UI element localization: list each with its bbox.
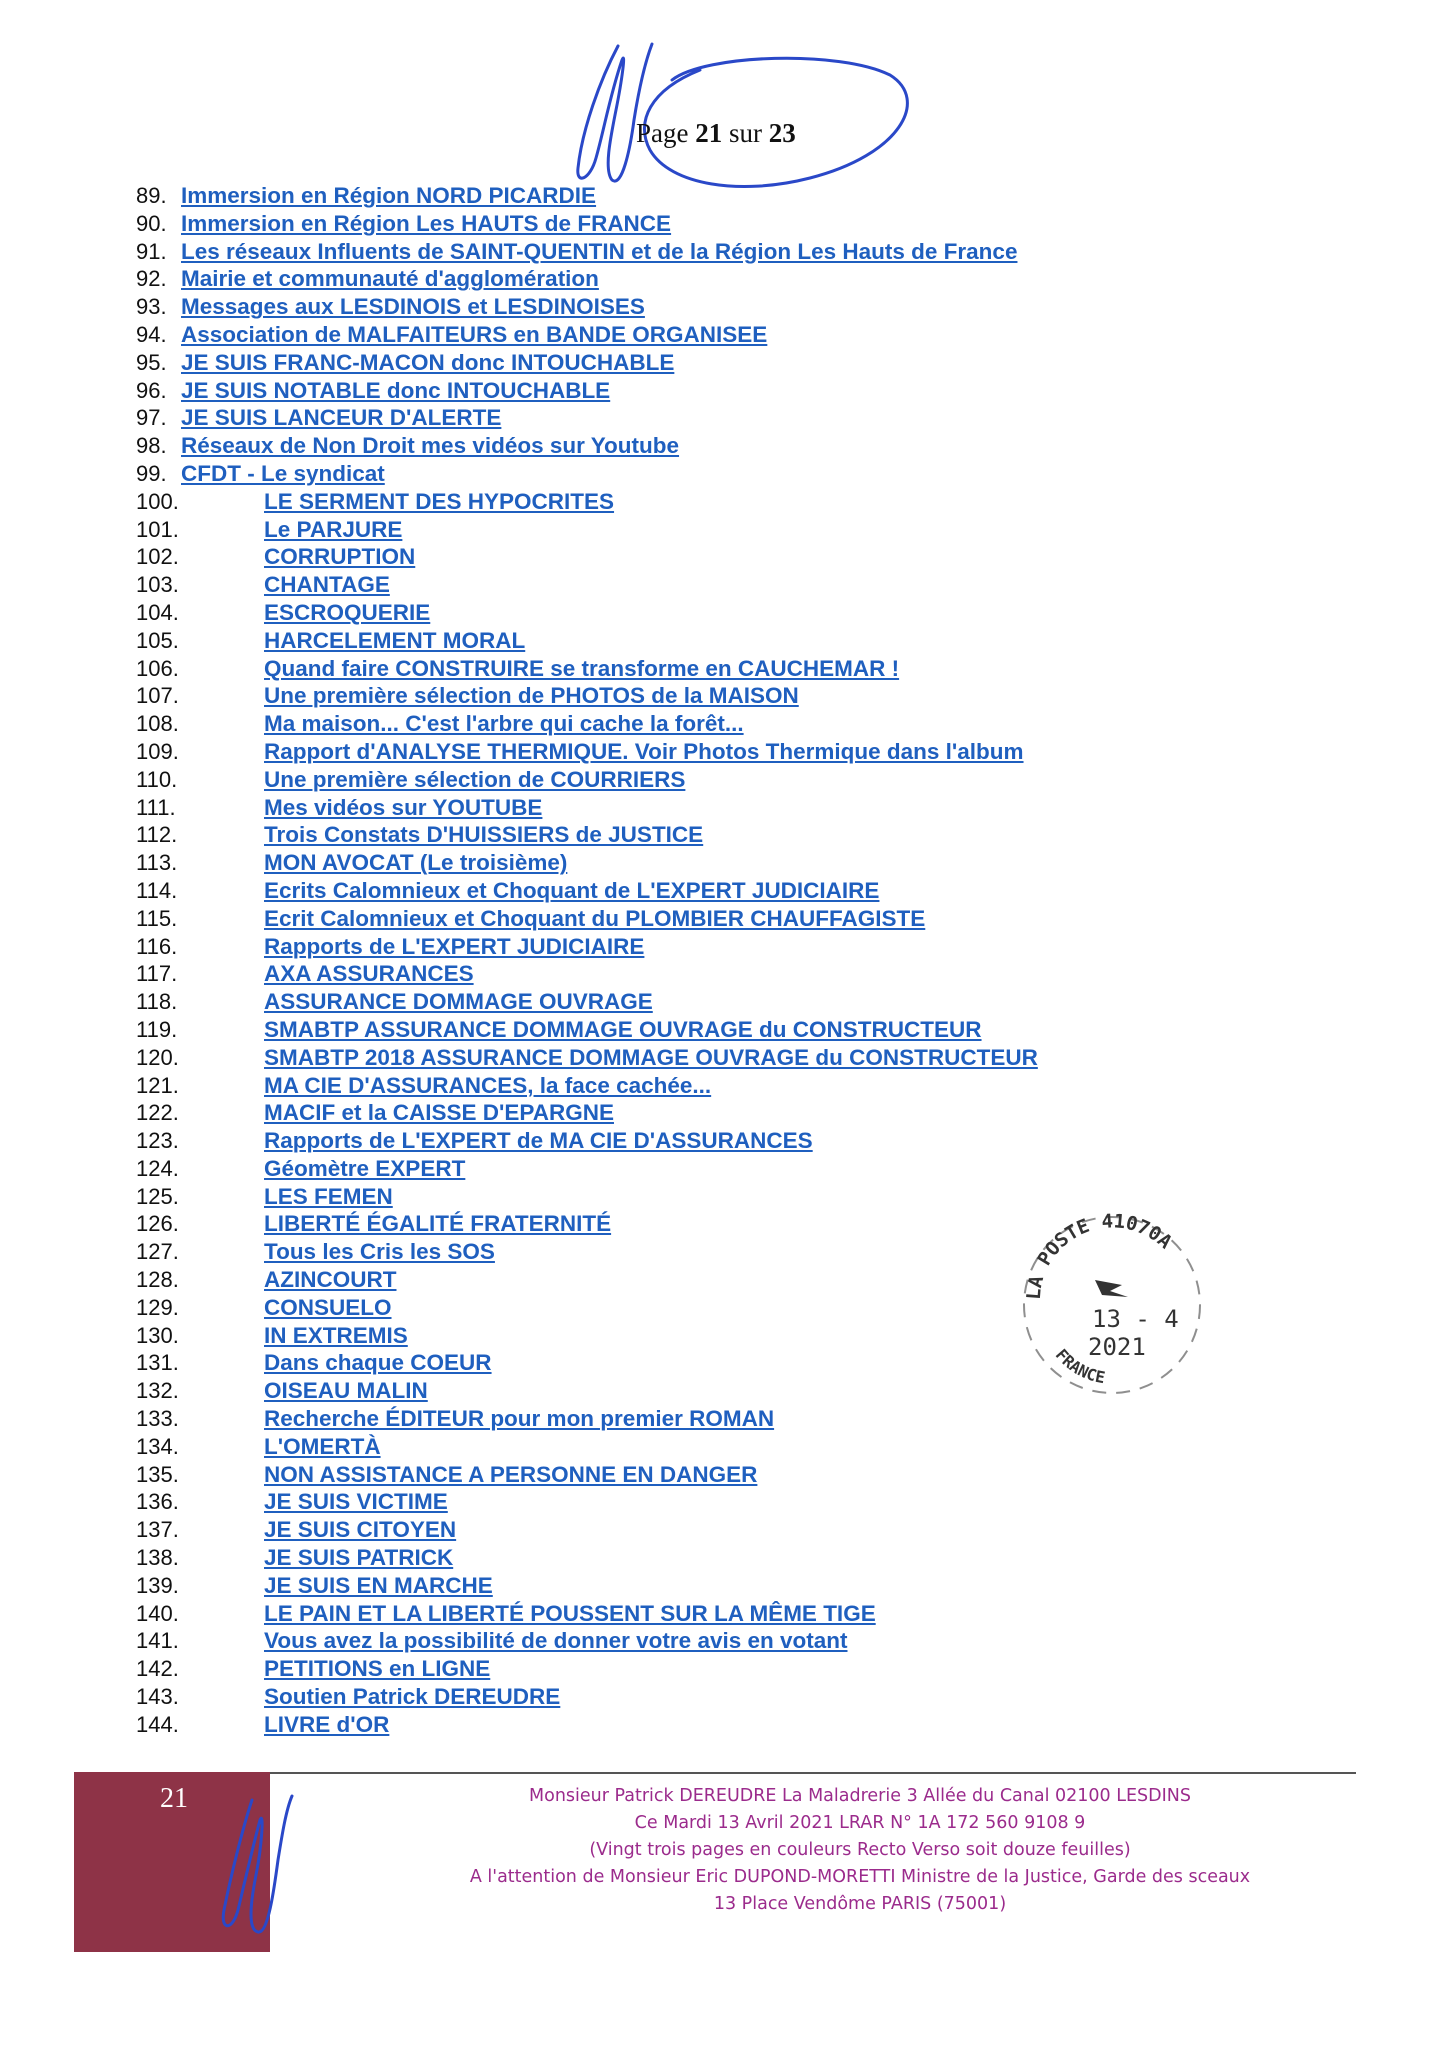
item-number: 98. (136, 433, 167, 459)
item-link[interactable]: IN EXTREMIS (264, 1322, 408, 1348)
list-item (136, 1683, 1316, 1711)
item-number: 130. (136, 1322, 179, 1348)
list-item (136, 599, 1316, 627)
item-number: 112. (136, 822, 178, 848)
footer-line-recipient: A l'attention de Monsieur Eric DUPOND-MORETTI Ministre de la Justice, Garde des sceaux (469, 1867, 1251, 1887)
list-item (136, 877, 1316, 905)
list-item (136, 404, 1316, 432)
item-link[interactable]: NON ASSISTANCE A PERSONNE EN DANGER (264, 1461, 758, 1487)
item-number: 142. (136, 1656, 179, 1682)
item-number: 138. (136, 1545, 179, 1571)
item-link[interactable]: AZINCOURT (264, 1267, 397, 1293)
item-link[interactable]: JE SUIS VICTIME (264, 1489, 448, 1515)
item-number: 107. (136, 683, 179, 709)
item-link[interactable]: Messages aux LESDINOIS et LESDINOISES (181, 294, 645, 320)
list-item (136, 1099, 1316, 1127)
item-number: 129. (136, 1294, 179, 1320)
item-number: 108. (136, 711, 179, 737)
postmark-top-text: LA POSTE 41070A (1022, 1210, 1177, 1301)
item-link[interactable]: JE SUIS NOTABLE donc INTOUCHABLE (181, 377, 611, 403)
item-link[interactable]: MACIF et la CAISSE D'EPARGNE (264, 1100, 614, 1126)
item-number: 99. (136, 460, 167, 486)
item-number: 100. (136, 488, 179, 514)
item-link[interactable]: Recherche ÉDITEUR pour mon premier ROMAN (264, 1406, 775, 1432)
list-item (136, 349, 1316, 377)
item-link[interactable]: Vous avez la possibilité de donner votre avis en votant (264, 1628, 848, 1654)
list-item (136, 849, 1316, 877)
item-number: 116. (136, 933, 178, 959)
list-item (136, 1072, 1316, 1100)
list-item (136, 794, 1316, 822)
list-item (136, 1044, 1316, 1072)
item-number: 124. (136, 1155, 179, 1181)
item-number: 114. (136, 877, 178, 903)
list-item (136, 905, 1316, 933)
item-link[interactable]: Une première sélection de PHOTOS de la MAISON (264, 683, 799, 709)
item-link[interactable]: Trois Constats D'HUISSIERS de JUSTICE (264, 822, 704, 848)
item-number: 119. (136, 1016, 178, 1042)
list-item (136, 1016, 1316, 1044)
item-link[interactable]: JE SUIS FRANC-MACON donc INTOUCHABLE (181, 349, 675, 375)
item-link[interactable]: SMABTP 2018 ASSURANCE DOMMAGE OUVRAGE du CONSTRUCTEUR (264, 1044, 1038, 1070)
page-separator: sur (728, 118, 762, 148)
item-link[interactable]: JE SUIS CITOYEN (264, 1517, 457, 1543)
page-number-top (636, 118, 796, 149)
list-item (136, 1711, 1316, 1739)
postmark-date-year: 2021 (1088, 1333, 1146, 1361)
item-number: 118. (136, 989, 178, 1015)
list-item (136, 988, 1316, 1016)
item-link[interactable]: JE SUIS PATRICK (264, 1545, 454, 1571)
item-number: 95. (136, 349, 167, 375)
item-number: 134. (136, 1433, 179, 1459)
list-item (136, 488, 1316, 516)
item-link[interactable]: Les réseaux Influents de SAINT-QUENTIN et de la Région Les Hauts de France (181, 238, 1018, 264)
item-link[interactable]: Une première sélection de COURRIERS (264, 766, 686, 792)
item-link[interactable]: Ma maison... C'est l'arbre qui cache la forêt... (264, 711, 744, 737)
list-item (136, 821, 1316, 849)
footer-line-sender: Monsieur Patrick DEREUDRE La Maladrerie 3 Allée du Canal 02100 LESDINS (529, 1786, 1191, 1806)
item-link[interactable]: LE PAIN ET LA LIBERTÉ POUSSENT SUR LA MÊME TIGE (264, 1600, 876, 1626)
item-link[interactable]: Tous les Cris les SOS (264, 1239, 495, 1265)
item-number: 117. (136, 961, 178, 987)
postmark-bottom-text: FRANCE (1051, 1345, 1107, 1388)
item-number: 115. (136, 905, 178, 931)
item-number: 137. (136, 1517, 179, 1543)
list-item (136, 571, 1316, 599)
item-number: 92. (136, 266, 167, 292)
item-link[interactable]: LIBERTÉ ÉGALITÉ FRATERNITÉ (264, 1211, 612, 1237)
item-number: 139. (136, 1572, 179, 1598)
footer-page-number: 21 (160, 1783, 188, 1814)
item-number: 127. (136, 1239, 179, 1265)
item-link[interactable]: HARCELEMENT MORAL (264, 627, 526, 653)
item-number: 135. (136, 1461, 179, 1487)
page-total: 23 (768, 118, 796, 148)
item-number: 131. (136, 1350, 179, 1376)
item-number: 111. (136, 794, 176, 820)
item-link[interactable]: Rapports de L'EXPERT de MA CIE D'ASSURANCES (264, 1128, 813, 1154)
item-number: 121. (136, 1072, 179, 1098)
item-number: 128. (136, 1267, 179, 1293)
list-item (136, 432, 1316, 460)
list-item (136, 377, 1316, 405)
list-item (136, 627, 1316, 655)
item-number: 110. (136, 766, 178, 792)
item-number: 91. (136, 238, 167, 264)
list-item (136, 1600, 1316, 1628)
item-link[interactable]: Rapports de L'EXPERT JUDICIAIRE (264, 933, 645, 959)
item-number: 140. (136, 1600, 179, 1626)
item-link[interactable]: Rapport d'ANALYSE THERMIQUE. Voir Photos Thermique dans l'album (264, 738, 1024, 764)
item-link[interactable]: MA CIE D'ASSURANCES, la face cachée... (264, 1072, 712, 1098)
item-link[interactable]: Ecrit Calomnieux et Choquant du PLOMBIER CHAUFFAGISTE (264, 905, 926, 931)
item-number: 97. (136, 405, 167, 431)
list-item (136, 682, 1316, 710)
item-number: 143. (136, 1684, 179, 1710)
list-item (136, 1516, 1316, 1544)
item-number: 104. (136, 599, 179, 625)
item-number: 90. (136, 210, 167, 236)
list-item (136, 460, 1316, 488)
item-number: 123. (136, 1128, 179, 1154)
item-link[interactable]: Soutien Patrick DEREUDRE (264, 1684, 561, 1710)
list-item (136, 1127, 1316, 1155)
item-number: 103. (136, 572, 179, 598)
item-number: 132. (136, 1378, 179, 1404)
list-item (136, 543, 1316, 571)
item-link[interactable]: LIVRE d'OR (264, 1711, 390, 1737)
list-item (136, 655, 1316, 683)
list-item (136, 516, 1316, 544)
list-item (136, 738, 1316, 766)
item-link[interactable]: Association de MALFAITEURS en BANDE ORGANISEE (181, 321, 768, 347)
item-link[interactable]: L'OMERTÀ (264, 1433, 381, 1459)
item-number: 94. (136, 321, 167, 347)
list-item (136, 182, 1316, 210)
item-number: 101. (136, 516, 179, 542)
item-link[interactable]: Réseaux de Non Droit mes vidéos sur Youtube (181, 433, 680, 459)
list-item (136, 1155, 1316, 1183)
postmark-date-day: 13 - 4 (1092, 1305, 1179, 1333)
item-number: 93. (136, 294, 167, 320)
list-item (136, 1488, 1316, 1516)
footer-line-date: Ce Mardi 13 Avril 2021 LRAR N° 1A 172 560 9108 9 (634, 1813, 1086, 1833)
list-item (136, 710, 1316, 738)
item-link[interactable]: SMABTP ASSURANCE DOMMAGE OUVRAGE du CONSTRUCTEUR (264, 1016, 982, 1042)
item-link[interactable]: Le PARJURE (264, 516, 403, 542)
postmark-stamp (1010, 1205, 1215, 1405)
item-link[interactable]: CFDT - Le syndicat (181, 460, 385, 486)
item-number: 102. (136, 544, 179, 570)
handwritten-initials-bottom (212, 1790, 302, 1940)
item-link[interactable]: Géomètre EXPERT (264, 1155, 466, 1181)
list-item (136, 238, 1316, 266)
page-current: 21 (695, 118, 723, 148)
item-link[interactable]: CONSUELO (264, 1294, 392, 1320)
link-list (136, 182, 1316, 1739)
list-item (136, 321, 1316, 349)
list-item (136, 1433, 1316, 1461)
list-item (136, 1627, 1316, 1655)
list-item (136, 293, 1316, 321)
item-number: 106. (136, 655, 179, 681)
item-link[interactable]: Mes vidéos sur YOUTUBE (264, 794, 543, 820)
item-link[interactable]: JE SUIS LANCEUR D'ALERTE (181, 405, 502, 431)
item-link[interactable]: ASSURANCE DOMMAGE OUVRAGE (264, 989, 653, 1015)
list-item (136, 265, 1316, 293)
item-link[interactable]: Ecrits Calomnieux et Choquant de L'EXPERT JUDICIAIRE (264, 877, 880, 903)
item-link[interactable]: LE SERMENT DES HYPOCRITES (264, 488, 615, 514)
list-item (136, 933, 1316, 961)
list-item (136, 1461, 1316, 1489)
item-link[interactable]: Dans chaque COEUR (264, 1350, 492, 1376)
item-number: 122. (136, 1100, 179, 1126)
item-link[interactable]: CORRUPTION (264, 544, 416, 570)
item-link[interactable]: Immersion en Région Les HAUTS de FRANCE (181, 210, 672, 236)
bird-icon (1095, 1280, 1128, 1297)
item-number: 136. (136, 1489, 179, 1515)
item-number: 125. (136, 1183, 179, 1209)
item-number: 109. (136, 738, 179, 764)
item-link[interactable]: ESCROQUERIE (264, 599, 431, 625)
item-number: 133. (136, 1406, 179, 1432)
footer-address-block (360, 1783, 1360, 1918)
item-link[interactable]: Mairie et communauté d'agglomération (181, 266, 599, 292)
list-item (136, 766, 1316, 794)
item-link[interactable]: MON AVOCAT (Le troisième) (264, 850, 568, 876)
item-number: 141. (136, 1628, 179, 1654)
item-number: 113. (136, 850, 178, 876)
item-number: 126. (136, 1211, 179, 1237)
item-link[interactable]: JE SUIS EN MARCHE (264, 1572, 493, 1598)
item-link[interactable]: CHANTAGE (264, 572, 390, 598)
item-number: 89. (136, 183, 167, 208)
item-number: 144. (136, 1711, 179, 1737)
list-item (136, 1572, 1316, 1600)
list-item (136, 1544, 1316, 1572)
page-prefix: Page (636, 118, 689, 148)
item-link[interactable]: OISEAU MALIN (264, 1378, 428, 1404)
item-number: 105. (136, 627, 179, 653)
item-number: 120. (136, 1044, 179, 1070)
list-item (136, 210, 1316, 238)
item-link[interactable]: LES FEMEN (264, 1183, 393, 1209)
item-link[interactable]: Immersion en Région NORD PICARDIE (181, 183, 597, 208)
list-item (136, 1655, 1316, 1683)
list-item (136, 960, 1316, 988)
list-item (136, 1405, 1316, 1433)
footer-line-pages: (Vingt trois pages en couleurs Recto Verso soit douze feuilles) (589, 1840, 1131, 1860)
footer-line-address: 13 Place Vendôme PARIS (75001) (713, 1894, 1007, 1914)
item-link[interactable]: Quand faire CONSTRUIRE se transforme en CAUCHEMAR ! (264, 655, 900, 681)
item-number: 96. (136, 377, 167, 403)
item-link[interactable]: AXA ASSURANCES (264, 961, 474, 987)
item-link[interactable]: PETITIONS en LIGNE (264, 1656, 491, 1682)
